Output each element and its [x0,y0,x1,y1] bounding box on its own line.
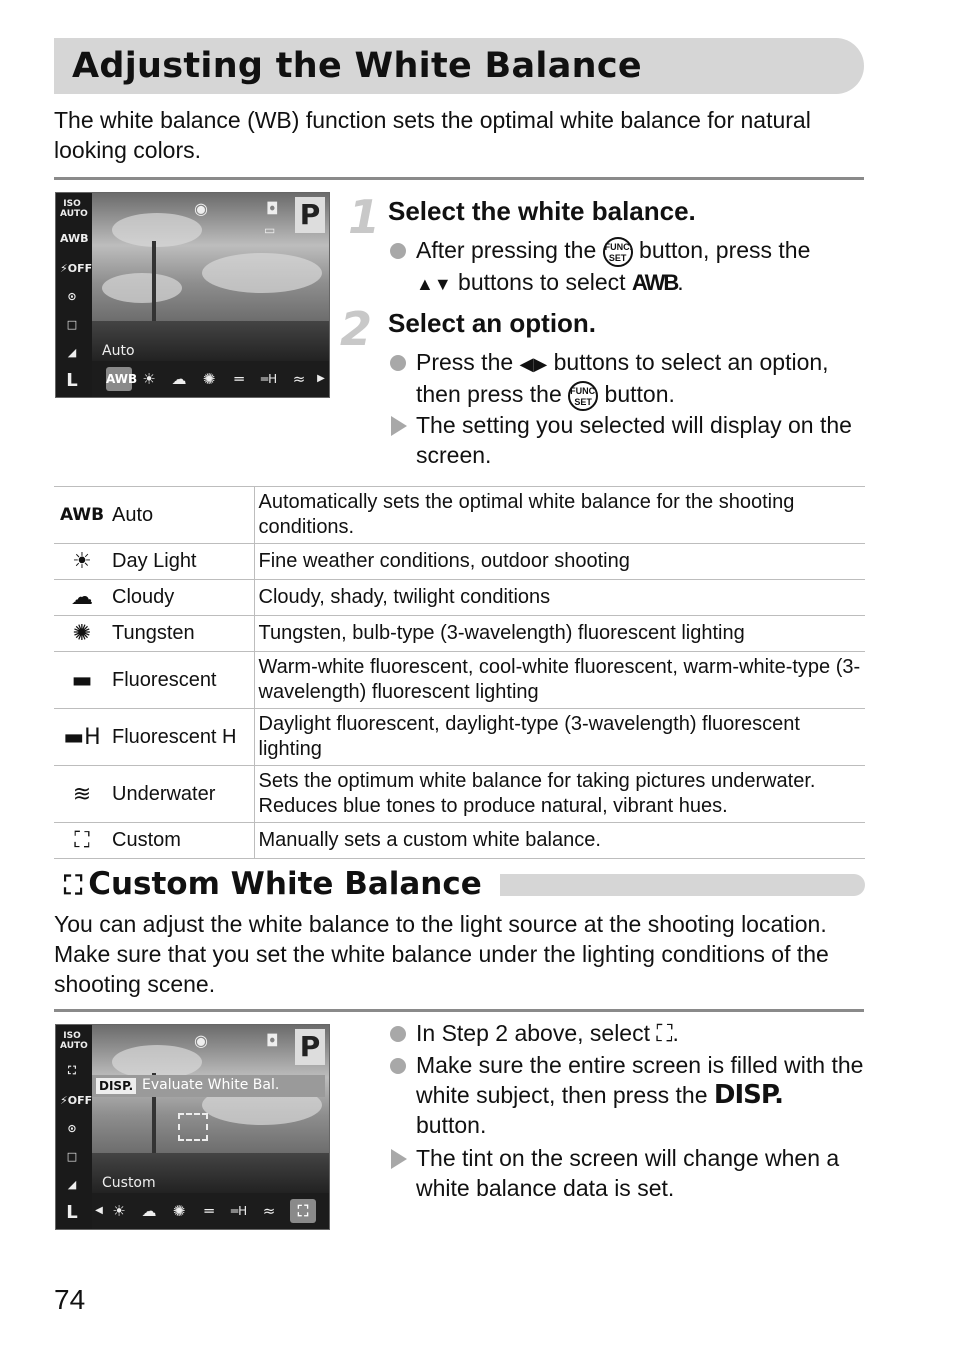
divider [54,177,864,180]
wb-mode-description: Automatically sets the optimal white balance for the shooting conditions. [254,487,865,544]
wb-mode-description: Sets the optimum white balance for taking pictures underwater. Reduces blue tones to produce natural, vibrant hues. [254,766,865,823]
compression-icon: ◢ [67,1178,77,1191]
camera-screen-1 [55,192,330,398]
page-title: Adjusting the White Balance [72,46,642,86]
fluorescent-h-icon: ▬H [54,709,110,766]
bullet-text: button. [604,380,675,407]
wb-mode-name: Cloudy [110,580,254,616]
cloudy-icon: ☁ [54,580,110,616]
title-bar [54,38,864,94]
table-row [54,487,865,544]
bullet-text: button, press the [639,237,811,263]
result-arrow-icon [391,416,407,436]
wb-option-cloudy-icon[interactable]: ☁ [141,1202,157,1220]
bullet-dot-icon [390,1058,406,1074]
wb-option-fluorescent-icon[interactable]: ═ [204,1202,214,1220]
bullet-text: Make sure the entire screen is filled with the white subject, then press the [416,1052,864,1108]
wb-mode-name: Underwater [110,766,254,823]
wb-option-fluorescent-h-icon[interactable]: ═H [260,372,278,386]
bullet-text: buttons to select [458,268,626,295]
custom-intro-text: You can adjust the white balance to the light source at the shooting location. Make sure that you set the white balance under the lighting conditions of the shooting scene. [54,911,829,997]
iso-auto-icon: ISO AUTO [60,199,88,219]
awb-icon: AWB [60,232,89,245]
wb-option-fluorescent-h-icon[interactable]: ═H [230,1204,248,1218]
bullet-text: button. [416,1112,487,1138]
section-heading: ⛶ Custom White Balance [64,866,482,902]
step-number: 1 [348,190,381,244]
wb-selector-bar [92,1193,329,1229]
resolution-icon: L [66,370,78,391]
wb-mode-description: Manually sets a custom white balance. [254,823,865,859]
iso-auto-icon: ISO AUTO [60,1031,88,1051]
fluorescent-icon: ▬ [54,652,110,709]
wb-option-fluorescent-icon[interactable]: ═ [234,370,244,388]
table-row [54,580,865,616]
table-row [54,709,865,766]
camera-orientation-icon: ◘ [266,199,279,218]
bullet-dot-icon [390,355,406,371]
compression-icon: ◢ [67,346,77,359]
wb-mode-name: Fluorescent H [110,709,254,766]
bullet-text: After pressing the [416,237,597,263]
bullet-text: The tint on the screen will change when a white balance data is set. [416,1145,840,1201]
result-arrow-icon [391,1149,407,1169]
disp-button-icon: DISP. [96,1078,136,1094]
wb-mode-description: Warm-white fluorescent, cool-white fluorescent, warm-white-type (3-wavelength) fluorescent lighting [254,652,865,709]
wb-mode-label: Auto [102,343,135,359]
wb-option-tungsten-icon[interactable]: ✺ [172,1202,186,1220]
underwater-icon: ≋ [54,766,110,823]
table-row [54,652,865,709]
side-menu [56,193,92,397]
step-title: Select an option. [388,308,597,338]
custom-bullet [390,1050,865,1140]
side-menu [56,1025,92,1229]
wb-option-custom-icon[interactable]: ⛶ [290,1199,316,1223]
func-set-icon: FUNC. SET [603,237,633,267]
intro-text: The white balance (WB) function sets the optimal white balance for natural looking colors. [54,107,811,163]
step-bullet [390,347,865,411]
custom-wb-icon: ⛶ [68,1064,76,1077]
custom-wb-icon: ⛶ [64,871,83,901]
awb-icon: AWB [631,269,678,295]
measure-frame [178,1113,208,1141]
camera-screen-2 [55,1024,330,1230]
bullet-dot-icon [390,1026,406,1042]
bullet-text: The setting you selected will display on the screen. [416,412,852,468]
wb-option-awb-icon[interactable]: AWB [106,367,132,391]
metering-icon: ⊙ [67,290,77,303]
step-result [390,410,865,470]
wb-mode-description: Fine weather conditions, outdoor shooting [254,544,865,580]
table-row [54,823,865,859]
battery-icon: ▭ [264,223,276,237]
custom-result [390,1143,865,1203]
disp-button-icon: DISP. [713,1080,784,1110]
resolution-icon: L [66,1202,78,1223]
awb-icon: AWB [54,487,110,544]
wb-mode-description: Cloudy, shady, twilight conditions [254,580,865,616]
tungsten-icon: ✺ [54,616,110,652]
scroll-right-icon: ▶ [317,373,325,384]
wb-mode-name: Auto [110,487,254,544]
step-number: 2 [340,302,373,356]
banner-text: Evaluate White Bal. [142,1077,280,1093]
wb-mode-name: Fluorescent [110,652,254,709]
wb-option-daylight-icon[interactable]: ☀ [112,1202,126,1220]
table-row [54,616,865,652]
flash-off-icon: ⚡OFF [60,1094,93,1107]
wb-option-tungsten-icon[interactable]: ✺ [202,370,216,388]
custom-bullet: In Step 2 above, select ⛶. [390,1018,865,1048]
wb-option-underwater-icon[interactable]: ≈ [262,1202,276,1220]
wb-option-daylight-icon[interactable]: ☀ [142,370,156,388]
wb-option-underwater-icon[interactable]: ≈ [292,370,306,388]
wb-mode-label: Custom [102,1175,156,1191]
wb-option-cloudy-icon[interactable]: ☁ [171,370,187,388]
table-row [54,766,865,823]
wb-mode-name: Tungsten [110,616,254,652]
drive-mode-icon: □ [66,318,78,331]
bullet-text: In Step 2 above, select [416,1020,650,1046]
wb-mode-name: Day Light [110,544,254,580]
wb-mode-description: Daylight fluorescent, daylight-type (3-wavelength) fluorescent lighting [254,709,865,766]
custom-wb-icon: ⛶ [54,823,110,859]
custom-wb-icon: ⛶ [656,1020,673,1046]
camera-orientation-icon: ◘ [266,1031,279,1050]
page-number: 74 [54,1284,86,1315]
stabilizer-icon: ◉ [194,199,208,218]
bullet-text: Press the [416,349,514,375]
flash-off-icon: ⚡OFF [60,262,93,275]
daylight-icon: ☀ [54,544,110,580]
stabilizer-icon: ◉ [194,1031,208,1050]
mode-p-badge: P [295,197,325,233]
wb-options-table [54,486,865,859]
func-set-icon: FUNC. SET [568,381,598,411]
step-title: Select the white balance. [388,196,696,226]
step-bullet: After pressing the FUNC. SET button, press the ▲▼ buttons to select AWB. [390,235,865,299]
drive-mode-icon: □ [66,1150,78,1163]
section-bar [500,874,865,896]
bullet-dot-icon [390,243,406,259]
wb-mode-description: Tungsten, bulb-type (3-wavelength) fluorescent lighting [254,616,865,652]
up-down-icon: ▲▼ [416,273,452,294]
table-row [54,544,865,580]
bullet-text: buttons to select an option, then press the [416,349,829,407]
wb-mode-name: Custom [110,823,254,859]
wb-selector-bar [92,361,329,397]
scroll-left-icon: ◀ [95,1205,103,1216]
divider [54,1009,864,1012]
metering-icon: ⊙ [67,1122,77,1135]
evaluate-banner [92,1075,325,1097]
mode-p-badge: P [295,1029,325,1065]
left-right-icon: ◀▶ [519,353,548,374]
